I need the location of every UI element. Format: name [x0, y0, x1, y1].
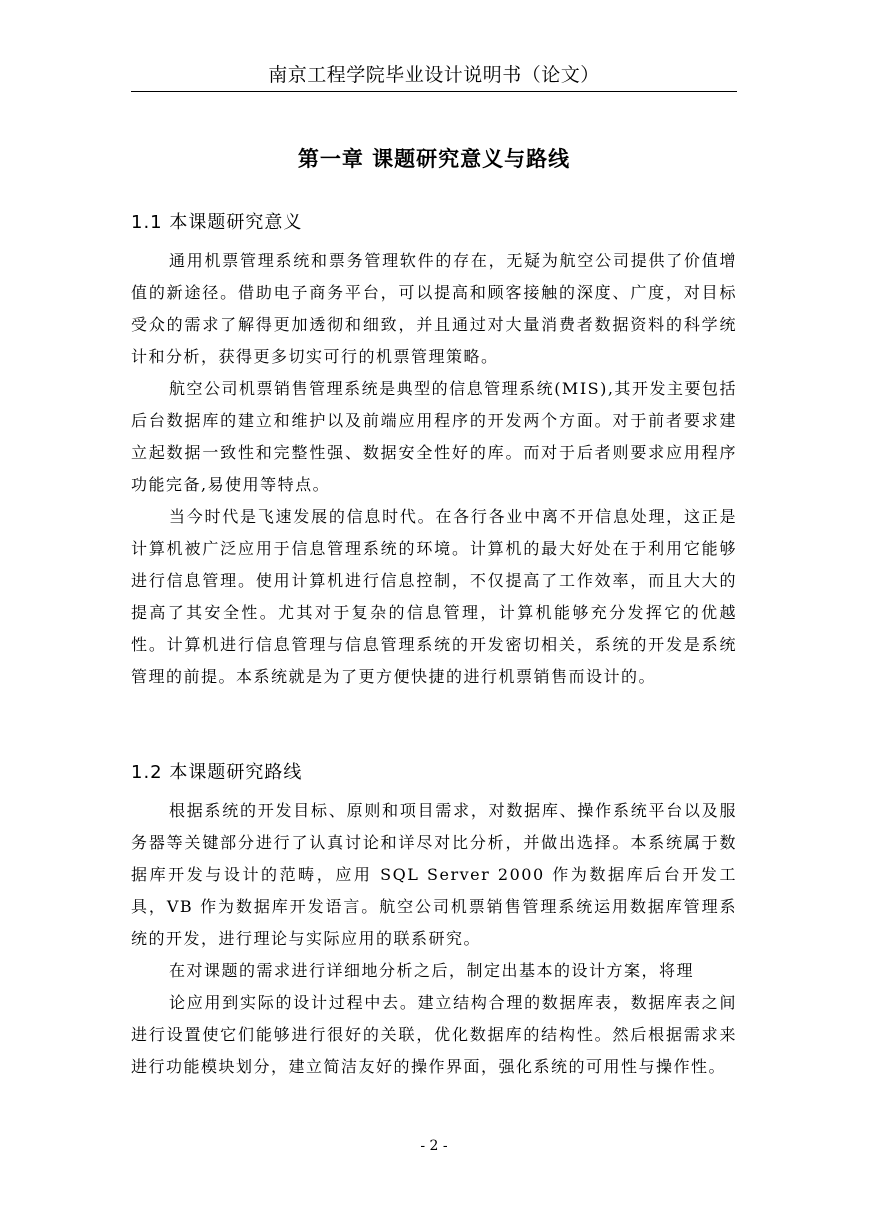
- paragraph-1-2-b: 在对课题的需求进行详细地分析之后，制定出基本的设计方案，将理: [169, 961, 695, 980]
- paragraph-1-2-a: 根据系统的开发目标、原则和项目需求，对数据库、操作系统平台以及服务器等关键部分进行了认真讨论和详尽对比分析，并做出选择。本系统属于数据库开发与设计的范畴，应用 SQL Server 2000 作为数据库后台开发工具，VB 作为数据库开发语言。航空公司机票销售管理系统运用数据库管理系统的开发，进行理论与实际应用的联系研究。: [131, 801, 737, 948]
- paragraph-1-1-a: 通用机票管理系统和票务管理软件的存在，无疑为航空公司提供了价值增值的新途径。借助电子商务平台，可以提高和顾客接触的深度、广度，对目标受众的需求了解得更加透彻和细致，并且通过对大量消费者数据资料的科学统计和分析，获得更多切实可行的机票管理策略。: [131, 251, 737, 366]
- section-title-1-2: 1.2 本课题研究路线: [131, 762, 303, 783]
- header-divider: [131, 91, 737, 92]
- section-title-1-1: 1.1 本课题研究意义: [131, 212, 303, 233]
- paragraph-1-1-c: 当今时代是飞速发展的信息时代。在各行各业中离不开信息处理，这正是计算机被广泛应用于信息管理系统的环境。计算机的最大好处在于利用它能够进行信息管理。使用计算机进行信息控制，不仅提高了工作效率，而且大大的提高了其安全性。尤其对于复杂的信息管理，计算机能够充分发挥它的优越性。计算机进行信息管理与信息管理系统的开发密切相关，系统的开发是系统管理的前提。本系统就是为了更方便快捷的进行机票销售而设计的。: [131, 507, 737, 686]
- chapter-title: 第一章 课题研究意义与路线: [297, 147, 571, 171]
- paragraph-1-2-c: 论应用到实际的设计过程中去。建立结构合理的数据库表，数据库表之间进行设置使它们能够进行很好的关联，优化数据库的结构性。然后根据需求来进行功能模块划分，建立简洁友好的操作界面，强化系统的可用性与操作性。: [131, 993, 737, 1076]
- paragraph-1-1-b: 航空公司机票销售管理系统是典型的信息管理系统(MIS),其开发主要包括后台数据库的建立和维护以及前端应用程序的开发两个方面。对于前者要求建立起数据一致性和完整性强、数据安全性好的库。而对于后者则要求应用程序功能完备,易使用等特点。: [131, 379, 737, 494]
- page-number: - 2 -: [420, 1138, 448, 1154]
- document-header: 南京工程学院毕业设计说明书（论文）: [268, 64, 600, 86]
